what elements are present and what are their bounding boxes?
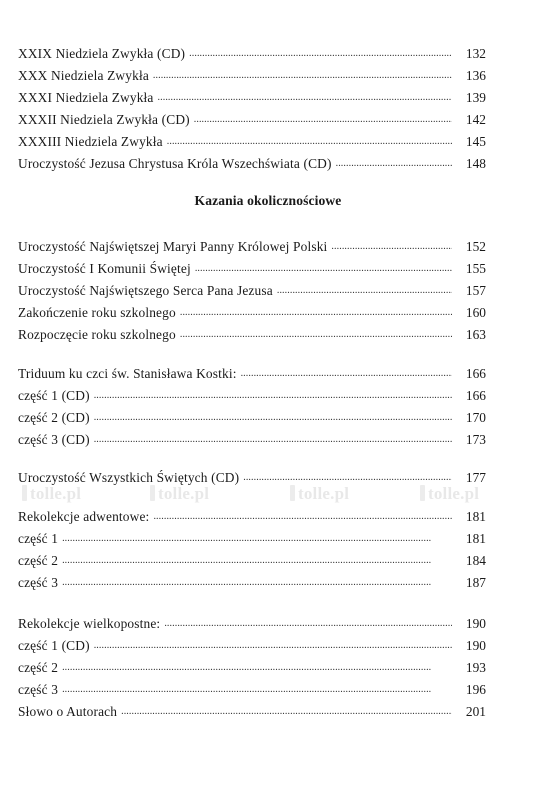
toc-entry xyxy=(18,64,486,84)
toc-entry-page: 152 xyxy=(465,239,486,254)
toc-entry xyxy=(18,108,486,128)
watermark xyxy=(22,484,81,504)
watermark xyxy=(420,484,479,504)
toc-entry-title: część 2 xyxy=(18,553,59,568)
toc-entry-page: 190 xyxy=(465,616,486,631)
toc-entry xyxy=(18,86,486,106)
toc-entry-page: 155 xyxy=(465,261,486,276)
watermark-text: tolle.pl xyxy=(298,484,350,503)
toc-entry-title: XXX Niedziela Zwykła xyxy=(18,68,149,83)
dot-leader xyxy=(334,155,452,172)
toc-entry xyxy=(18,527,486,547)
dot-leader xyxy=(151,508,452,525)
toc-entry-title: część 1 (CD) xyxy=(18,388,90,403)
dot-leader xyxy=(192,111,452,128)
toc-entry-title: część 1 (CD) xyxy=(18,638,90,653)
toc-entry-page: 166 xyxy=(465,366,486,381)
dot-leader xyxy=(60,681,452,698)
toc-entry-page: 181 xyxy=(465,509,486,524)
toc-entry-title: Rozpoczęcie roku szkolnego xyxy=(18,327,176,342)
toc-entry-page: 132 xyxy=(465,46,486,61)
toc-entry-page: 193 xyxy=(465,660,486,675)
toc-entry-page: 142 xyxy=(465,112,486,127)
toc-entry xyxy=(18,505,486,525)
toc-entry-title: część 3 xyxy=(18,682,59,697)
dot-leader xyxy=(60,530,452,547)
toc-entry-title: XXXI Niedziela Zwykła xyxy=(18,90,154,105)
toc-entry-title: Uroczystość Najświętszej Maryi Panny Królowej Polski xyxy=(18,239,328,254)
toc-entry xyxy=(18,384,486,404)
toc-entry xyxy=(18,549,486,569)
toc-entry xyxy=(18,678,486,698)
toc-entry-page: 163 xyxy=(465,327,486,342)
toc-entry-title: Zakończenie roku szkolnego xyxy=(18,305,176,320)
toc-entry xyxy=(18,612,486,632)
toc-entry-page: 196 xyxy=(465,682,486,697)
dot-leader xyxy=(156,89,452,106)
toc-entry-page: 173 xyxy=(465,432,486,447)
dot-leader xyxy=(178,326,452,343)
dot-leader xyxy=(178,304,452,321)
toc-entry xyxy=(18,700,486,720)
toc-entry-title: XXIX Niedziela Zwykła (CD) xyxy=(18,46,186,61)
toc-entry-title: część 2 (CD) xyxy=(18,410,90,425)
dot-leader xyxy=(239,365,452,382)
toc-entry-page: 145 xyxy=(465,134,486,149)
dot-leader xyxy=(165,133,452,150)
dot-leader xyxy=(92,637,452,654)
dot-leader xyxy=(60,552,452,569)
toc-entry-page: 181 xyxy=(465,531,486,546)
toc-entry xyxy=(18,152,486,172)
toc-entry-page: 136 xyxy=(465,68,486,83)
toc-entry xyxy=(18,362,486,382)
toc-entry-title: Słowo o Autorach xyxy=(18,704,118,719)
toc-entry-page: 148 xyxy=(465,156,486,171)
toc-entry xyxy=(18,634,486,654)
toc-entry-title: część 2 xyxy=(18,660,59,675)
toc-entry-title: Uroczystość Wszystkich Świętych (CD) xyxy=(18,470,240,485)
toc-entry-title: część 3 xyxy=(18,575,59,590)
watermark-logo-icon xyxy=(290,485,295,501)
toc-entry-title: część 1 xyxy=(18,531,59,546)
dot-leader xyxy=(92,409,452,426)
toc-entry-page: 187 xyxy=(465,575,486,590)
toc-entry xyxy=(18,257,486,277)
toc-entry xyxy=(18,571,486,591)
toc-entry-title: Rekolekcje wielkopostne: xyxy=(18,616,161,631)
toc-entry-page: 184 xyxy=(465,553,486,568)
dot-leader xyxy=(329,238,452,255)
toc-entry-page: 201 xyxy=(465,704,486,719)
watermark-text: tolle.pl xyxy=(30,484,82,503)
watermark-text: tolle.pl xyxy=(428,484,480,503)
dot-leader xyxy=(151,67,452,84)
dot-leader xyxy=(193,260,452,277)
toc-entry-title: XXXIII Niedziela Zwykła xyxy=(18,134,163,149)
watermark xyxy=(150,484,209,504)
toc-entry-title: Uroczystość I Komunii Świętej xyxy=(18,261,191,276)
toc-entry-title: Rekolekcje adwentowe: xyxy=(18,509,150,524)
toc-entry-title: Triduum ku czci św. Stanisława Kostki: xyxy=(18,366,237,381)
toc-entry xyxy=(18,130,486,150)
toc-entry xyxy=(18,279,486,299)
toc-entry-page: 177 xyxy=(465,470,486,485)
toc-entry-page: 139 xyxy=(465,90,486,105)
toc-entry xyxy=(18,323,486,343)
toc-entry xyxy=(18,406,486,426)
toc-entry-page: 157 xyxy=(465,283,486,298)
dot-leader xyxy=(92,431,452,448)
toc-entry-title: Uroczystość Najświętszego Serca Pana Jezusa xyxy=(18,283,273,298)
toc-entry-page: 166 xyxy=(465,388,486,403)
watermark-text: tolle.pl xyxy=(158,484,210,503)
toc-entry-page: 160 xyxy=(465,305,486,320)
dot-leader xyxy=(162,615,452,632)
dot-leader xyxy=(275,282,452,299)
watermark xyxy=(290,484,349,504)
section-heading: Kazania okolicznościowe xyxy=(194,193,342,208)
dot-leader xyxy=(60,659,452,676)
toc-entry xyxy=(18,235,486,255)
watermark-logo-icon xyxy=(420,485,425,501)
toc-entry xyxy=(18,301,486,321)
dot-leader xyxy=(60,574,452,591)
toc-entry xyxy=(18,42,486,62)
dot-leader xyxy=(119,703,452,720)
toc-entry xyxy=(18,428,486,448)
watermark-logo-icon xyxy=(150,485,155,501)
toc-entry-title: XXXII Niedziela Zwykła (CD) xyxy=(18,112,190,127)
dot-leader xyxy=(187,45,452,62)
toc-entry-title: Uroczystość Jezusa Chrystusa Króla Wszechświata (CD) xyxy=(18,156,332,171)
toc-entry-page: 170 xyxy=(465,410,486,425)
dot-leader xyxy=(92,387,452,404)
toc-entry-title: część 3 (CD) xyxy=(18,432,90,447)
toc-entry-page: 190 xyxy=(465,638,486,653)
toc-entry xyxy=(18,466,486,486)
toc-entry xyxy=(18,656,486,676)
watermark-logo-icon xyxy=(22,485,27,501)
